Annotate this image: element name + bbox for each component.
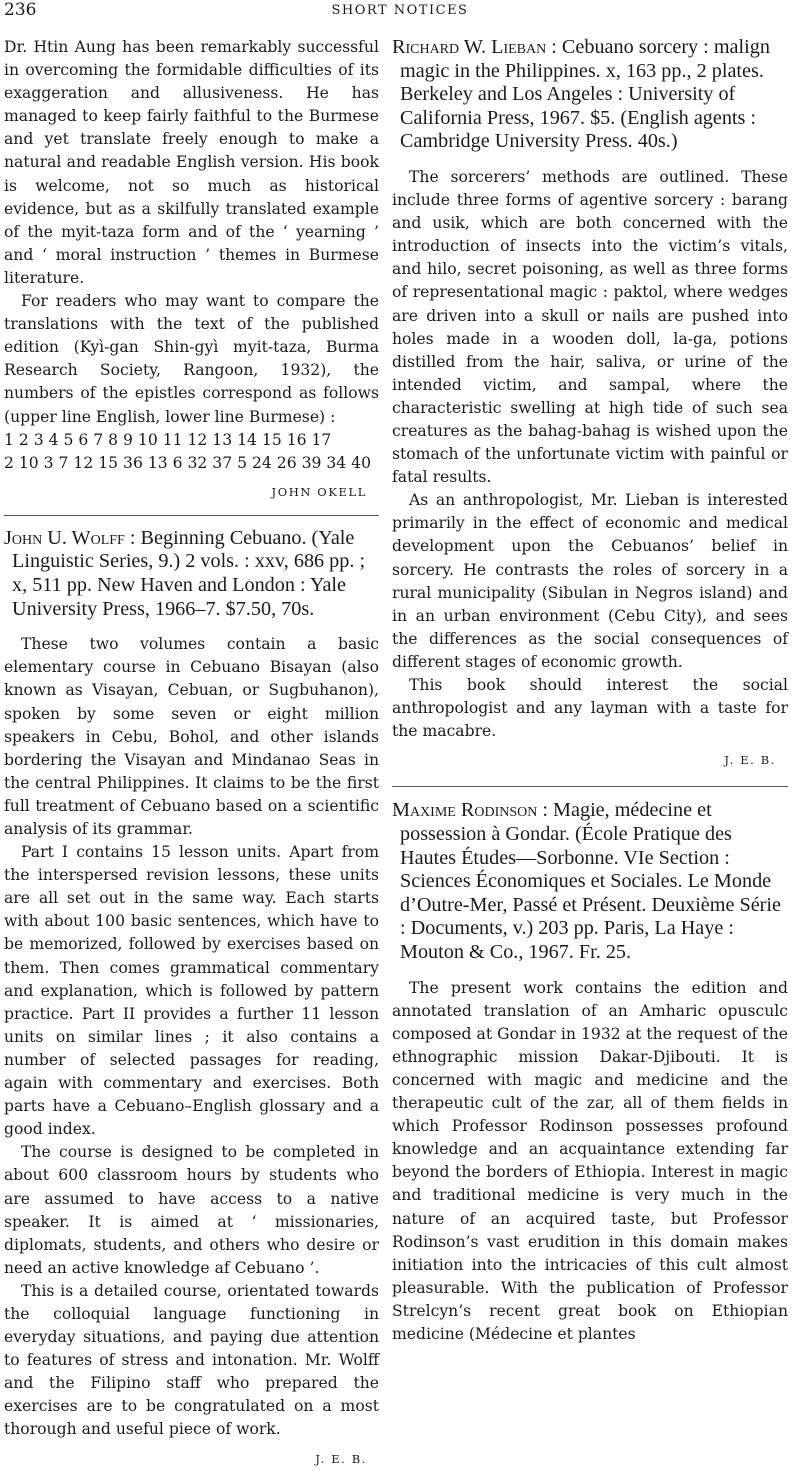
signature-jeb: J. E. B. [724, 753, 776, 768]
number-row-burmese: 2 10 3 7 12 15 36 13 6 32 37 5 24 26 39 34 40 [4, 453, 372, 472]
notice-heading-wolff [4, 527, 379, 621]
right-column [392, 36, 788, 1346]
signature-jeb: J. E. B. [315, 1451, 367, 1466]
rodinson-paragraph: The present work contains the edition and annotated translation of an Amharic opusculc composed at Gondar in 1932 at the request of the ethnographic mission Dakar-Djibouti. It is concerned with magic and medicine and the therapeutic cult of the zar, all of them fields in which Professor Rodinson possesses profound knowledge and an acquaintance extending far beyond the borders of Ethiopia. Interest in magic and traditional medicine is very much in the nature of an acquired taste, but Professor Rodinson’s vast erudition in this domain makes initiation into the intricacies of this cult almost pleasurable. With the publication of Professor Strelcyn’s recent great book on Ethiopian medicine (Médecine et plantes [392, 978, 788, 1343]
running-title: SHORT NOTICES [331, 3, 469, 18]
epistle-number-table [4, 429, 379, 475]
wolff-paragraph-2: Part I contains 15 lesson units. Apart from the interspersed revision lessons, these units are all set out in the same way. Each starts with about 100 basic sentences, which have to be memorized, followed by exercises based on them. Then comes grammatical commentary and explanation, which is followed by pattern practice. Part II provides a further 11 lesson units on similar lines ; it also contains a number of selected passages for reading, again with commentary and exercises. Both parts have a Cebuano–English glossary and a good index. [4, 843, 379, 1139]
left-column [4, 36, 379, 1471]
section-divider [4, 515, 379, 516]
notice-author: John U. Wolff [4, 526, 125, 549]
notice-citation: : Magie, médecine et possession à Gondar. (École Pratique des Hautes Études—Sorbonne. VIe Section : Sciences Économiques et Sociales. Le Monde d’Outre-Mer, Passé et Présent. Deuxième Série : Documents, v.) 203 pp. Paris, La Haye : Mouton & Co., 1967. Fr. 25. [400, 799, 781, 963]
notice-citation: : Cebuano sorcery : malign magic in the Philippines. x, 163 pp., 2 plates. Berkeley and Los Angeles : University of California Press, 1967. $5. (English agents : Cambridge University Press. 40s.) [400, 36, 770, 153]
intro-paragraph: Dr. Htin Aung has been remarkably successful in overcoming the formidable difficulties of its exaggeration and allusiveness. He has managed to keep fairly faithful to the Burmese and yet translate freely enough to make a natural and readable English version. His book is welcome, not so much as historical evidence, but as a skilfully translated example of the myit-taza form and of the ‘ yearning ’ and ‘ moral instruction ’ themes in Burmese literature. [4, 38, 379, 287]
page-number: 236 [4, 0, 37, 20]
signature-john-okell: JOHN OKELL [271, 484, 367, 499]
notice-heading-lieban [392, 36, 788, 154]
comparison-paragraph: For readers who may want to compare the translations with the text of the published edition (Kyì-gan Shin-gyì myit-taza, Burma Research Society, Rangoon, 1932), the numbers of the epistles correspond as follows (upper line English, lower line Burmese) : [4, 292, 379, 426]
lieban-paragraph-3: This book should interest the social anthropologist and any layman with a taste for the macabre. [392, 676, 788, 741]
lieban-paragraph-2: As an anthropologist, Mr. Lieban is interested primarily in the effect of economic and medical development upon the Cebuanos’ belief in sorcery. He contrasts the roles of sorcery in a rural municipality (Sibulan in Negros island) and in an urban environment (Cebu City), and sees the differences as the social consequences of different stages of economic growth. [392, 491, 788, 671]
wolff-paragraph-1: These two volumes contain a basic elementary course in Cebuano Bisayan (also known as Visayan, Cebuan, or Sugbuhanon), spoken by some seven or eight million speakers in Cebu, Bohol, and other islands bordering the Visayan and Mindanao Seas in the central Philippines. It claims to be the first full treatment of Cebuano based on a scientific analysis of its grammar. [4, 635, 379, 838]
wolff-paragraph-4: This is a detailed course, orientated towards the colloquial language functioning in everyday situations, and paying due attention to features of stress and intonation. Mr. Wolff and the Filipino staff who prepared the exercises are to be congratulated on a most thorough and useful piece of work. [4, 1281, 379, 1439]
notice-heading-rodinson [392, 799, 788, 964]
section-divider [392, 786, 788, 787]
number-row-english: 1 2 3 4 5 6 7 8 9 10 11 12 13 14 15 16 17 [4, 430, 332, 449]
notice-author: Maxime Rodinson [392, 799, 538, 822]
notice-citation: : Beginning Cebuano. (Yale Linguistic Series, 9.) 2 vols. : xxv, 686 pp. ; x, 511 pp. New Haven and London : Yale University Press, 1966–7. $7.50, 70s. [12, 526, 366, 620]
wolff-paragraph-3: The course is designed to be completed in about 600 classroom hours by students who are assumed to have access to a native speaker. It is aimed at ‘ missionaries, diplomats, students, and others who desire or need an active knowledge af Cebuano ’. [4, 1143, 379, 1277]
lieban-paragraph-1: The sorcerers’ methods are outlined. These include three forms of agentive sorcery : barang and usik, which are both concerned with the introduction of insects into the victim’s vitals, and hilo, secret poisoning, as well as three forms of representational magic : paktol, where wedges are driven into a skull or nails are pushed into holes made in a wooden doll, la-ga, potions distilled from the hair, saliva, or urine of the intended victim, and sampal, where the characteristic swelling at high tide of such sea creatures as the bahag-bahag is wished upon the stomach of the unfortunate victim with painful or fatal results. [392, 167, 788, 487]
page-header [0, 0, 800, 22]
notice-author: Richard W. Lieban [392, 36, 547, 58]
